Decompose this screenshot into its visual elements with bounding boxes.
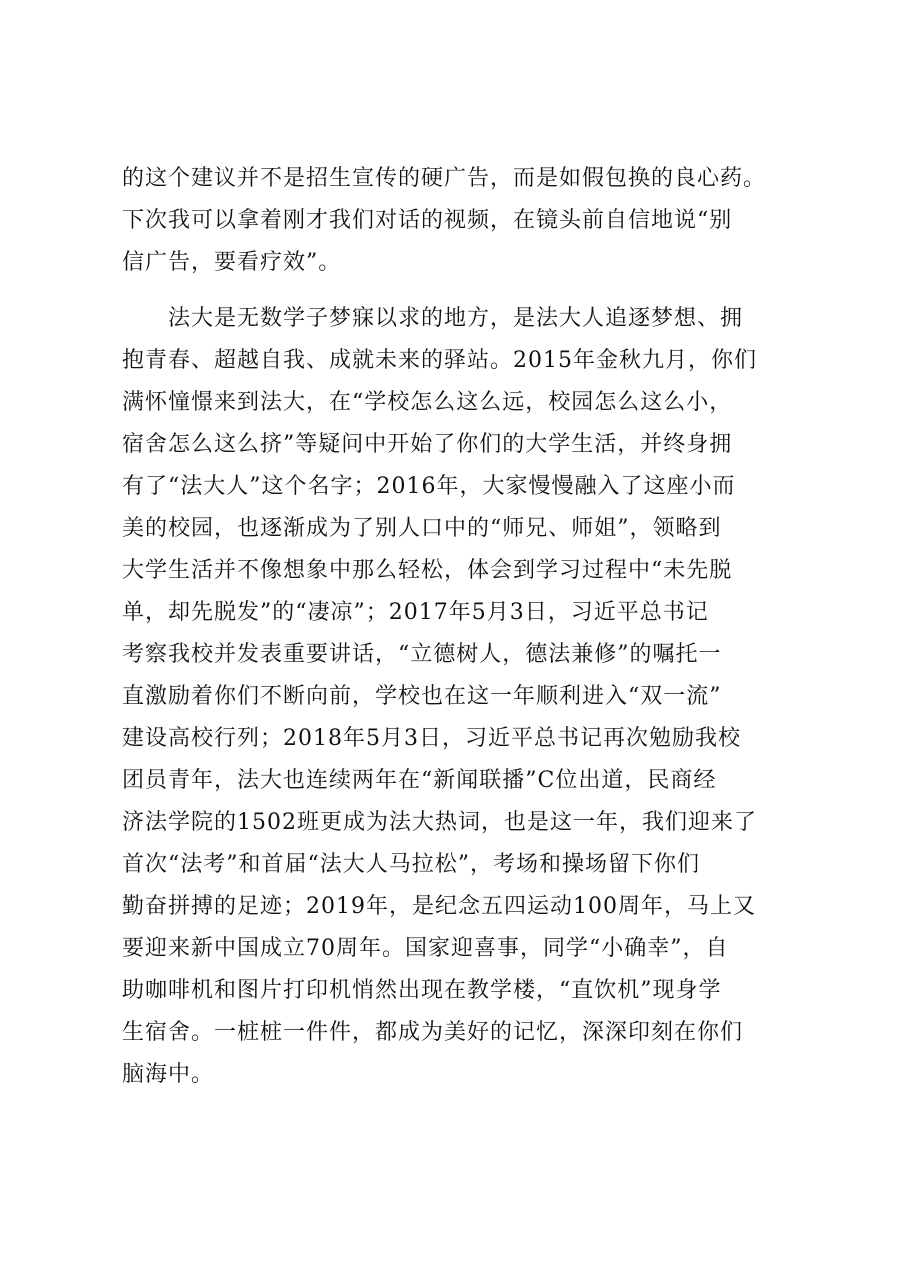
text-line: 济法学院的1502班更成为法大热词，也是这一年，我们迎来了	[122, 810, 757, 835]
text-line: 团员青年，法大也连续两年在“新闻联播”C位出道，民商经	[122, 768, 717, 793]
paragraph-2	[122, 298, 802, 1096]
text-line: 脑海中。	[122, 1062, 215, 1087]
text-line: 宿舍怎么这么挤”等疑问中开始了你们的大学生活，并终身拥	[122, 432, 733, 457]
text-line: 勤奋拼搏的足迹；2019年，是纪念五四运动100周年，马上又	[122, 894, 756, 919]
text-line: 大学生活并不像想象中那么轻松，体会到学习过程中“未先脱	[122, 558, 733, 583]
text-line: 考察我校并发表重要讲话，“立德树人，德法兼修”的嘱托一	[122, 642, 722, 667]
document-body	[122, 158, 802, 1096]
text-line: 法大是无数学子梦寐以求的地方，是法大人追逐梦想、拥	[122, 306, 744, 331]
paragraph-spacer	[122, 284, 802, 298]
text-line: 要迎来新中国成立70周年。国家迎喜事，同学“小确幸”，自	[122, 936, 729, 961]
text-line: 有了“法大人”这个名字；2016年，大家慢慢融入了这座小而	[122, 474, 736, 499]
text-line: 生宿舍。一桩桩一件件，都成为美好的记忆，深深印刻在你们	[122, 1020, 744, 1045]
text-line: 助咖啡机和图片打印机悄然出现在教学楼，“直饮机”现身学	[122, 978, 722, 1003]
text-line: 信广告，要看疗效”。	[122, 250, 342, 275]
text-line: 抱青春、超越自我、成就未来的驿站。2015年金秋九月，你们	[122, 348, 757, 373]
text-line: 单，却先脱发”的“凄凉”；2017年5月3日，习近平总书记	[122, 600, 709, 625]
text-line: 下次我可以拿着刚才我们对话的视频，在镜头前自信地说“别	[122, 208, 733, 233]
text-line: 满怀憧憬来到法大，在“学校怎么这么远，校园怎么这么小，	[122, 390, 733, 415]
text-line: 首次“法考”和首届“法大人马拉松”，考场和操场留下你们	[122, 852, 700, 877]
text-line: 的这个建议并不是招生宣传的硬广告，而是如假包换的良心药。	[122, 166, 767, 191]
paragraph-1	[122, 158, 802, 284]
text-line: 美的校园，也逐渐成为了别人口中的“师兄、师姐”，领略到	[122, 516, 722, 541]
text-line: 直激励着你们不断向前，学校也在这一年顺利进入“双一流”	[122, 684, 722, 709]
text-line: 建设高校行列；2018年5月3日，习近平总书记再次勉励我校	[122, 726, 741, 751]
